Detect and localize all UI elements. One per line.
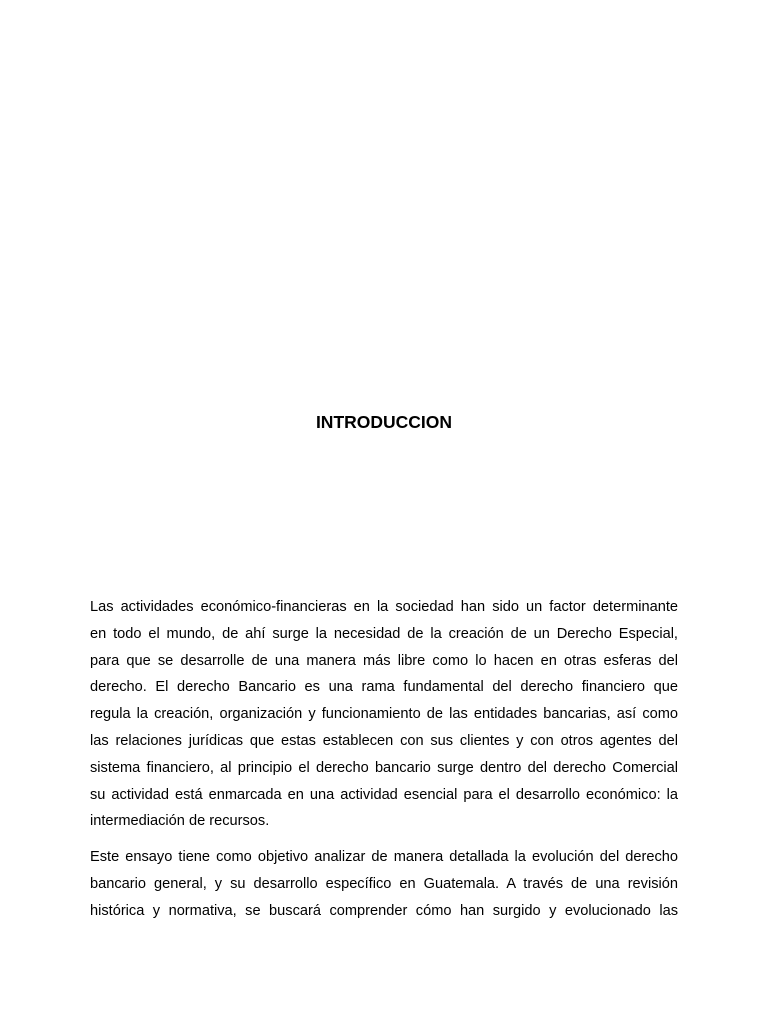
text-line: para que se desarrolle de una manera más libre como lo hacen en otras esferas del: [90, 652, 678, 669]
text-line: las relaciones jurídicas que estas establecen con sus clientes y con otros agentes del: [90, 732, 678, 749]
text-line: Las actividades económico-financieras en la sociedad han sido un factor determinante: [90, 599, 678, 615]
text-line: histórica y normativa, se buscará comprender cómo han surgido y evolucionado las: [90, 902, 678, 919]
paragraph-2: [90, 844, 678, 924]
paragraph-1: [90, 594, 678, 835]
text-line: sistema financiero, al principio el derecho bancario surge dentro del derecho Comercial: [90, 759, 678, 776]
text-line: Este ensayo tiene como objetivo analizar de manera detallada la evolución del derecho: [90, 849, 678, 866]
text-line: regula la creación, organización y funcionamiento de las entidades bancarias, así como: [90, 706, 678, 723]
page-title: INTRODUCCION: [315, 412, 453, 432]
text-line: intermediación de recursos.: [90, 813, 270, 830]
text-line: su actividad está enmarcada en una actividad esencial para el desarrollo económico: la: [90, 786, 678, 803]
body-text: [90, 594, 678, 925]
text-line: bancario general, y su desarrollo específico en Guatemala. A través de una revisión: [90, 875, 678, 892]
text-line: en todo el mundo, de ahí surge la necesidad de la creación de un Derecho Especial,: [90, 625, 678, 642]
text-line: derecho. El derecho Bancario es una rama fundamental del derecho financiero que: [90, 679, 678, 696]
